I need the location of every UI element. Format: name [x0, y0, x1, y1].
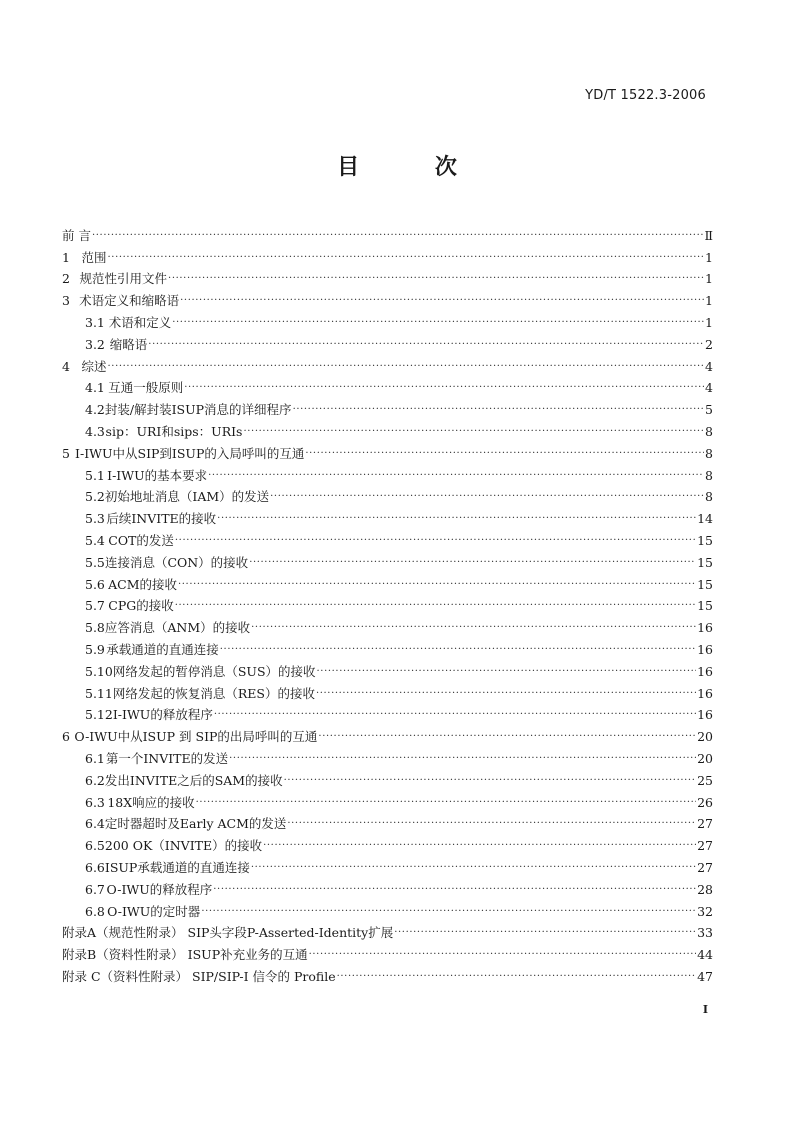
toc-entry-number: 5.5 — [85, 554, 105, 570]
toc-entry-page: 28 — [697, 881, 713, 897]
toc-entry[interactable] — [62, 636, 713, 658]
toc-leader-dots — [263, 838, 696, 854]
toc-entry-page: 1 — [705, 271, 713, 287]
toc-leader-dots — [178, 577, 696, 593]
toc-entry[interactable] — [62, 505, 713, 527]
toc-entry-page: 4 — [705, 358, 713, 374]
toc-entry-page: 5 — [705, 402, 713, 418]
toc-entry-number: 5.9 — [85, 641, 105, 657]
toc-entry[interactable] — [62, 658, 713, 680]
toc-entry-number: 4 — [62, 358, 70, 374]
toc-entry-number: 5.8 — [85, 620, 105, 636]
toc-entry-number: 6.5 — [85, 838, 105, 854]
toc-entry[interactable] — [62, 811, 713, 833]
toc-entry-page: 20 — [697, 729, 713, 745]
toc-entry[interactable] — [62, 723, 713, 745]
toc-entry-number: 5.10 — [85, 663, 113, 679]
toc-entry-label: O-IWU的定时器 — [107, 903, 201, 919]
toc-entry[interactable] — [62, 963, 713, 985]
toc-leader-dots — [318, 729, 696, 745]
toc-entry-label: I-IWU中从SIP到ISUP的入局呼叫的互通 — [75, 445, 305, 461]
toc-leader-dots — [284, 773, 697, 789]
toc-entry-label: O-IWU中从ISUP 到 SIP的出局呼叫的互通 — [74, 729, 318, 745]
toc-leader-dots — [394, 925, 696, 941]
toc-entry-page: 8 — [705, 423, 713, 439]
toc-entry-label: 术语和定义 — [108, 314, 172, 330]
toc-leader-dots — [196, 795, 696, 811]
toc-leader-dots — [168, 271, 704, 287]
toc-entry-label: 应答消息（ANM）的接收 — [104, 620, 251, 636]
toc-entry-number: 4.2 — [85, 402, 105, 418]
toc-entry-label: ISUP承载通道的直通连接 — [104, 859, 250, 875]
toc-entry-label: 发出INVITE之后的SAM的接收 — [104, 772, 283, 788]
toc-entry-page: 1 — [705, 249, 713, 265]
toc-leader-dots — [217, 511, 696, 527]
toc-entry-label: COT的发送 — [108, 532, 174, 548]
toc-leader-dots — [208, 468, 704, 484]
toc-entry[interactable] — [62, 941, 713, 963]
toc-leader-dots — [175, 598, 696, 614]
toc-leader-dots — [309, 947, 696, 963]
toc-entry[interactable] — [62, 614, 713, 636]
toc-entry-number: 4.1 — [85, 380, 105, 396]
toc-entry-number: 6 — [62, 729, 70, 745]
toc-entry-page: 4 — [705, 380, 713, 396]
toc-entry-label: 前 言 — [62, 227, 91, 243]
toc-entry-page: 2 — [705, 336, 713, 352]
toc-entry-number: 6.4 — [85, 816, 105, 832]
toc-entry-label: 缩略语 — [109, 336, 148, 352]
toc-entry[interactable] — [62, 920, 713, 942]
toc-entry-page: 20 — [697, 750, 713, 766]
toc-leader-dots — [92, 228, 704, 244]
toc-entry-page: 27 — [697, 838, 713, 854]
toc-entry-label: 定时器超时及Early ACM的发送 — [104, 816, 287, 832]
toc-entry-page: 26 — [697, 794, 713, 810]
toc-entry-label: 附录A（规范性附录） SIP头字段P-Asserted-Identity扩展 — [62, 925, 394, 941]
toc-entry-number: 5.2 — [85, 489, 105, 505]
toc-leader-dots — [305, 446, 704, 462]
toc-entry-label: O-IWU的释放程序 — [106, 881, 213, 897]
toc-entry-page: 16 — [697, 641, 713, 657]
toc-leader-dots — [175, 533, 696, 549]
toc-entry-page: 16 — [697, 663, 713, 679]
toc-leader-dots — [180, 293, 704, 309]
toc-entry-page: 15 — [697, 576, 713, 592]
toc-entry[interactable] — [62, 418, 713, 440]
toc-entry-number: 3.1 — [85, 314, 105, 330]
toc-entry-page: 16 — [697, 620, 713, 636]
toc-entry-number: 5.3 — [85, 511, 105, 527]
toc-entry[interactable] — [62, 832, 713, 854]
toc-entry[interactable] — [62, 287, 713, 309]
toc-entry-label: 网络发起的恢复消息（RES）的接收 — [112, 685, 315, 701]
toc-entry-label: 18X响应的接收 — [107, 794, 195, 810]
toc-entry[interactable] — [62, 462, 713, 484]
toc-entry-page: 27 — [697, 816, 713, 832]
toc-entry-number: 3.2 — [85, 336, 105, 352]
toc-entry[interactable] — [62, 571, 713, 593]
toc-entry-number: 6.7 — [85, 881, 105, 897]
toc-entry[interactable] — [62, 702, 713, 724]
toc-entry-page: 15 — [697, 554, 713, 570]
toc-entry-number: 3 — [62, 293, 70, 309]
toc-entry-label: 规范性引用文件 — [79, 271, 168, 287]
toc-entry-page: 8 — [705, 445, 713, 461]
page-title: 目 次 — [337, 155, 491, 180]
toc-entry-number: 1 — [62, 249, 70, 265]
toc-leader-dots — [201, 904, 696, 920]
toc-entry-number: 5 — [62, 445, 70, 461]
toc-entry-page: 15 — [697, 598, 713, 614]
toc-leader-dots — [270, 489, 704, 505]
toc-entry-page: 32 — [697, 903, 713, 919]
toc-leader-dots — [172, 315, 704, 331]
toc-entry-label: 附录 C（资料性附录） SIP/SIP-I 信令的 Profile — [62, 968, 336, 984]
toc-entry[interactable] — [62, 244, 713, 266]
toc-entry-label: 附录B（资料性附录） ISUP补充业务的互通 — [62, 947, 308, 963]
toc-entry-label: 范围 — [81, 249, 107, 265]
toc-entry[interactable] — [62, 527, 713, 549]
toc-entry-page: 14 — [697, 511, 713, 527]
toc-leader-dots — [243, 424, 704, 440]
toc-entry-label: I-IWU的基本要求 — [107, 467, 208, 483]
toc-leader-dots — [220, 642, 696, 658]
toc-entry[interactable] — [62, 484, 713, 506]
toc-entry-number: 6.6 — [85, 859, 105, 875]
toc-leader-dots — [249, 555, 696, 571]
toc-entry-page: 8 — [705, 467, 713, 483]
toc-entry-page: 1 — [705, 293, 713, 309]
toc-entry-label: 综述 — [81, 358, 107, 374]
toc-entry-label: 互通一般原则 — [108, 380, 184, 396]
toc-entry-label: 200 OK（INVITE）的接收 — [104, 838, 263, 854]
toc-entry[interactable] — [62, 266, 713, 288]
toc-entry-label: 连接消息（CON）的接收 — [104, 554, 249, 570]
toc-entry-number: 5.7 — [85, 598, 105, 614]
toc-leader-dots — [214, 707, 696, 723]
toc-leader-dots — [229, 751, 696, 767]
toc-entry-page: 47 — [697, 968, 713, 984]
document-code: YD/T 1522.3-2006 — [585, 88, 706, 103]
toc-entry-number: 5.4 — [85, 532, 105, 548]
toc-entry-page: 44 — [697, 947, 713, 963]
toc-entry[interactable] — [62, 440, 713, 462]
toc-leader-dots — [287, 816, 696, 832]
toc-entry-page: 27 — [697, 859, 713, 875]
toc-entry-number: 5.1 — [85, 467, 105, 483]
toc-entry[interactable] — [62, 331, 713, 353]
toc-leader-dots — [184, 380, 704, 396]
toc-entry-number: 5.12 — [85, 707, 113, 723]
toc-leader-dots — [251, 860, 696, 876]
toc-leader-dots — [293, 402, 704, 418]
toc-entry-label: 初始地址消息（IAM）的发送 — [104, 489, 270, 505]
toc-entry-page: 1 — [705, 314, 713, 330]
toc-leader-dots — [213, 882, 696, 898]
toc-entry-label: 后续INVITE的接收 — [106, 511, 217, 527]
toc-entry-number: 5.11 — [85, 685, 113, 701]
toc-entry[interactable] — [62, 898, 713, 920]
toc-entry-number: 4.3 — [85, 423, 105, 439]
toc-entry-label: 第一个INVITE的发送 — [105, 750, 229, 766]
toc-entry[interactable] — [62, 680, 713, 702]
toc-entry-number: 6.2 — [85, 772, 105, 788]
toc-entry-label: CPG的接收 — [108, 598, 174, 614]
toc-entry-label: I-IWU的释放程序 — [112, 707, 213, 723]
page-number: I — [702, 1003, 708, 1016]
toc-leader-dots — [251, 620, 696, 636]
toc-entry[interactable] — [62, 309, 713, 331]
toc-entry-page: 16 — [697, 685, 713, 701]
toc-entry-label: 封装/解封装ISUP消息的详细程序 — [104, 402, 292, 418]
toc-leader-dots — [337, 969, 696, 985]
toc-entry-number: 6.1 — [85, 750, 105, 766]
toc-entry-page: Ⅱ — [704, 227, 713, 243]
table-of-contents — [62, 222, 713, 985]
toc-entry-page: 16 — [697, 707, 713, 723]
toc-entry-label: 网络发起的暂停消息（SUS）的接收 — [112, 663, 316, 679]
toc-entry-page: 33 — [697, 925, 713, 941]
toc-leader-dots — [148, 337, 704, 353]
toc-entry[interactable] — [62, 353, 713, 375]
toc-entry-page: 15 — [697, 532, 713, 548]
toc-entry[interactable] — [62, 876, 713, 898]
toc-entry-page: 25 — [697, 772, 713, 788]
toc-entry-number: 5.6 — [85, 576, 105, 592]
toc-entry-number: 2 — [62, 271, 70, 287]
toc-entry-label: 术语定义和缩略语 — [79, 293, 180, 309]
toc-entry-number: 6.8 — [85, 903, 105, 919]
toc-entry[interactable] — [62, 745, 713, 767]
toc-entry[interactable] — [62, 854, 713, 876]
toc-entry[interactable] — [62, 396, 713, 418]
toc-leader-dots — [108, 250, 704, 266]
toc-leader-dots — [108, 359, 704, 375]
toc-entry[interactable] — [62, 593, 713, 615]
toc-entry[interactable] — [62, 767, 713, 789]
toc-entry-page: 8 — [705, 489, 713, 505]
toc-entry-label: sip：URI和sips：URIs — [105, 423, 243, 439]
toc-entry-label: 承载通道的直通连接 — [106, 641, 219, 657]
toc-entry-label: ACM的接收 — [108, 576, 177, 592]
toc-leader-dots — [316, 686, 696, 702]
toc-entry[interactable] — [62, 789, 713, 811]
toc-entry[interactable] — [62, 375, 713, 397]
toc-leader-dots — [317, 664, 697, 680]
toc-entry[interactable] — [62, 549, 713, 571]
toc-entry-number: 6.3 — [85, 794, 105, 810]
toc-entry[interactable] — [62, 222, 713, 244]
